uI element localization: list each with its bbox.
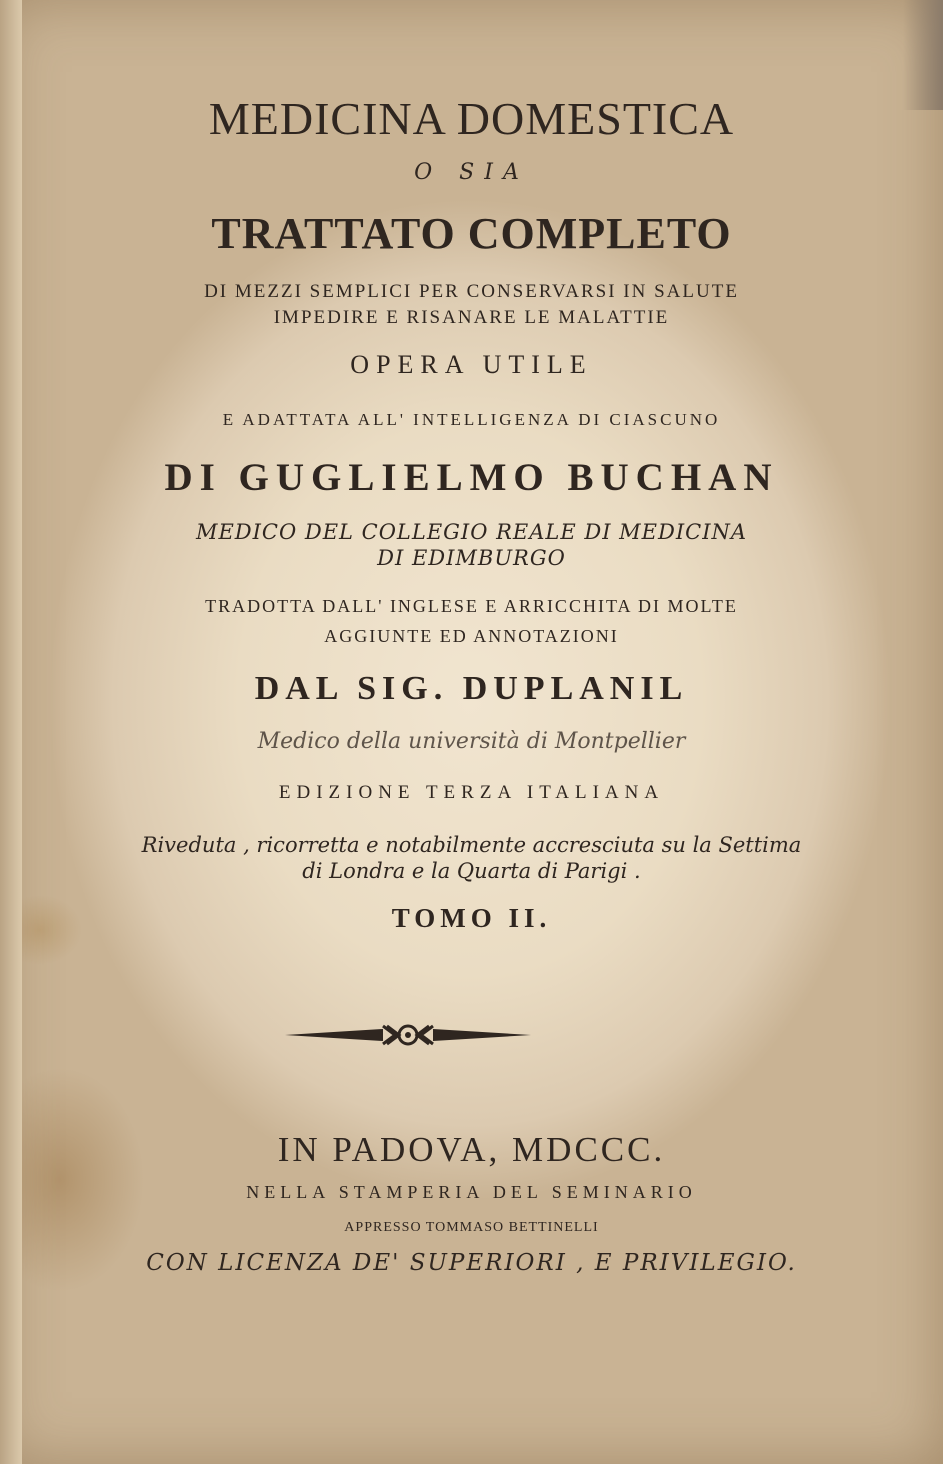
printer-line: NELLA STAMPERIA DEL SEMINARIO [246,1182,697,1202]
author-name: DI GUGLIELMO BUCHAN [164,456,779,499]
volume-number: TOMO II. [391,903,552,933]
translation-line-2: AGGIUNTE ED ANNOTAZIONI [324,626,619,646]
revision-line-2: di Londra e la Quarta di Parigi . [302,859,641,883]
translation-line-1: TRADOTTA DALL' INGLESE E ARRICCHITA DI MOLTE [205,596,738,616]
description-line-2: IMPEDIRE E RISANARE LE MALATTIE [273,307,670,328]
printer-ornament [283,1018,533,1052]
o-sia: O SIA [414,160,529,185]
edition-line: EDIZIONE TERZA ITALIANA [278,782,665,803]
adattata-line: E ADATTATA ALL' INTELLIGENZA DI CIASCUNO [222,410,721,429]
description-line-1: DI MEZZI SEMPLICI PER CONSERVARSI IN SALUTE [204,281,739,302]
printer-agent-line: APPRESSO TOMMASO BETTINELLI [344,1220,599,1235]
author-role-line-2: DI EDIMBURGO [377,546,566,570]
book-title: MEDICINA DOMESTICA [208,93,735,144]
author-role-line-1: MEDICO DEL COLLEGIO REALE DI MEDICINA [195,520,748,544]
place-and-date: IN PADOVA, MDCCC. [277,1130,666,1169]
opera-utile: OPERA UTILE [350,350,593,379]
license-line: CON LICENZA DE' SUPERIORI , E PRIVILEGIO. [146,1250,797,1276]
revision-line-1: Riveduta , ricorretta e notabilmente accresciuta su la Settima [141,833,802,857]
translator-name: DAL SIG. DUPLANIL [254,670,689,707]
book-subtitle: TRATTATO COMPLETO [211,209,732,258]
translator-role: Medico della università di Montpellier [257,729,686,754]
